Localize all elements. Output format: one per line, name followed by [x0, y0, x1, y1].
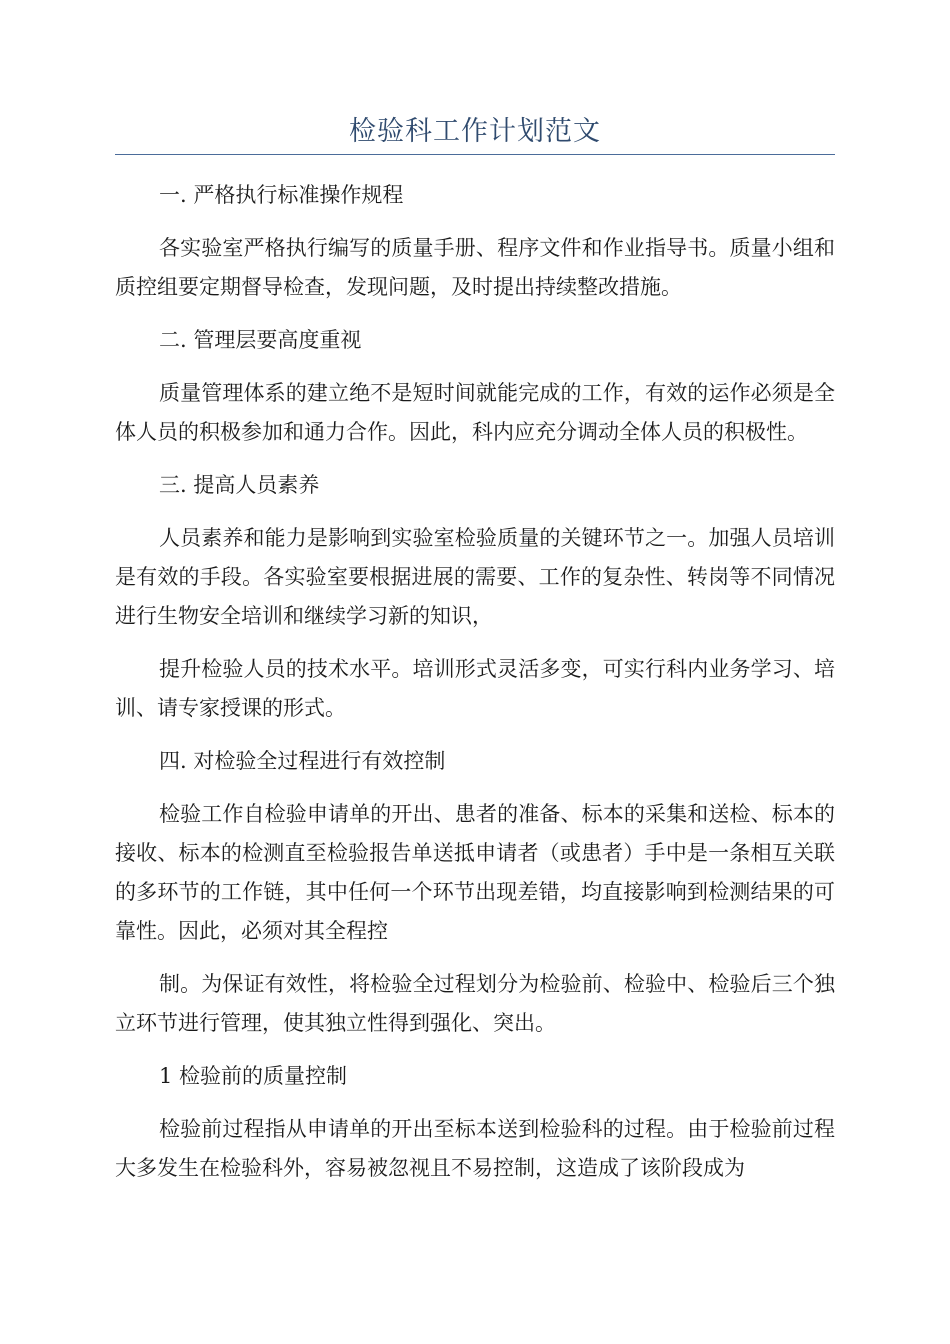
paragraph-3a: 人员素养和能力是影响到实验室检验质量的关键环节之一。加强人员培训是有效的手段。各实验室要根据进展的需要、工作的复杂性、转岗等不同情况进行生物安全培训和继续学习新的知识， — [115, 526, 835, 628]
paragraph-5: 检验前过程指从申请单的开出至标本送到检验科的过程。由于检验前过程大多发生在检验科外，容易被忽视且不易控制，这造成了该阶段成为 — [115, 1117, 835, 1180]
paragraph-3b: 提升检验人员的技术水平。培训形式灵活多变，可实行科内业务学习、培训、请专家授课的形式。 — [115, 657, 835, 720]
section-heading-3: 三. 提高人员素养 — [159, 473, 320, 497]
subsection-heading-1: 1 检验前的质量控制 — [159, 1064, 348, 1088]
paragraph-4b: 制。为保证有效性，将检验全过程划分为检验前、检验中、检验后三个独立环节进行管理，使其独立性得到强化、突出。 — [115, 972, 835, 1035]
document-title: 检验科工作计划范文 — [349, 116, 601, 147]
document-body — [115, 176, 835, 1202]
paragraph-4a: 检验工作自检验申请单的开出、患者的准备、标本的采集和送检、标本的接收、标本的检测直至检验报告单送抵申请者（或患者）手中是一条相互关联的多环节的工作链，其中任何一个环节出现差错，均直接影响到检测结果的可靠性。因此，必须对其全程控 — [115, 802, 835, 943]
paragraph-1: 各实验室严格执行编写的质量手册、程序文件和作业指导书。质量小组和质控组要定期督导检查，发现问题，及时提出持续整改措施。 — [115, 236, 835, 299]
paragraph-2: 质量管理体系的建立绝不是短时间就能完成的工作，有效的运作必须是全体人员的积极参加和通力合作。因此，科内应充分调动全体人员的积极性。 — [115, 381, 835, 444]
section-heading-1: 一. 严格执行标准操作规程 — [159, 183, 404, 207]
section-heading-4: 四. 对检验全过程进行有效控制 — [159, 749, 446, 773]
section-heading-2: 二. 管理层要高度重视 — [159, 328, 362, 352]
title-underline — [115, 154, 835, 155]
